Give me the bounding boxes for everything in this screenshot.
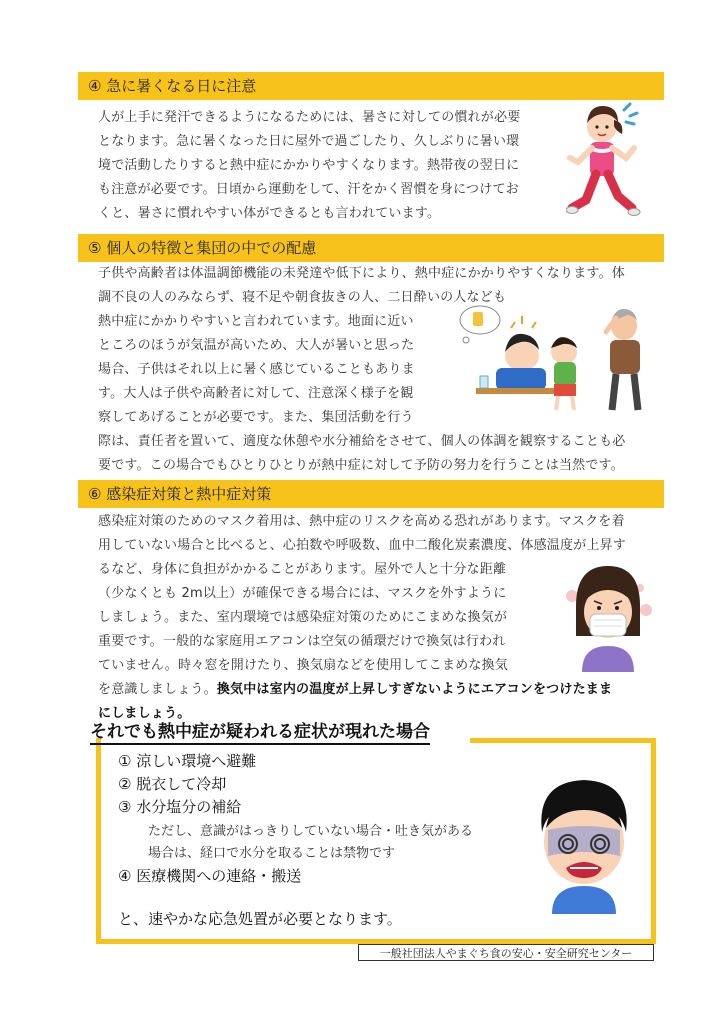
text-line: 感染症対策のためのマスク着用は、熱中症のリスクを高める恐れがあります。マスクを着	[98, 514, 625, 529]
text-line: 場合、子供はそれ以上に暑く感じていることもありま	[98, 362, 415, 377]
text-line: しましょう。また、室内環境では感染症対策のためにこまめな換気が	[98, 610, 508, 625]
section4-header: ④ 急に暑くなる日に注意	[78, 72, 664, 100]
section5-body-narrow	[98, 310, 415, 430]
section5-body-bottom	[98, 430, 625, 478]
text-bold: 換気中は室内の温度が上昇しすぎないようにエアコンをつけたまま	[216, 682, 613, 697]
section5-header: ⑤ 個人の特徴と集団の中での配慮	[78, 234, 664, 262]
text-line: 子供や高齢者は体温調節機能の未発達や低下により、熱中症にかかりやすくなります。体	[98, 266, 625, 281]
text-line: 用していない場合と比べると、心拍数や呼吸数、血中二酸化炭素濃度、体感温度が上昇す	[98, 538, 627, 553]
section4-body	[98, 106, 520, 226]
symptoms-closing: と、速やかな応急処置が必要となります。	[118, 910, 402, 928]
symptom-note-2: 場合は、経口で水分を取ることは禁物です	[148, 846, 396, 861]
text-line: 調不良の人のみならず、寝不足や朝食抜きの人、二日酔いの人なども	[98, 290, 507, 305]
text-line-mixed	[98, 678, 612, 702]
text-line: （少なくとも 2m以上）が確保できる場合には、マスクを外すように	[98, 586, 507, 601]
symptoms-title: それでも熱中症が疑われる症状が現れた場合	[90, 717, 430, 745]
text-line: ていません。時々窓を開けたり、換気扇などを使用してこまめな換気	[98, 658, 508, 673]
section6-body-top	[98, 510, 626, 558]
text-line: 重要です。一般的な家庭用エアコンは空気の循環だけで換気は行われ	[98, 634, 506, 649]
dizzy-boy-illustration	[528, 772, 640, 914]
text-line: 要です。この場合でもひとりひとりが熱中症に対して予防の努力を行うことは当然です。	[98, 458, 624, 473]
symptom-item-4: ④ 医療機関への連絡・搬送	[118, 867, 302, 885]
text-line: るなど、身体に負担がかかることがあります。屋外で人と十分な距離	[98, 562, 507, 577]
symptom-note-1: ただし、意識がはっきりしていない場合・吐き気がある	[148, 824, 474, 839]
text-line: す。大人は子供や高齢者に対して、注意深く様子を観	[98, 386, 414, 401]
masked-woman-illustration	[560, 562, 656, 672]
footer-organization: 一般社団法人やまぐち食の安心・安全研究センター	[358, 944, 654, 961]
text-line: 察してあげることが必要です。また、集団活動を行う	[98, 410, 414, 425]
running-woman-illustration	[566, 98, 648, 224]
symptom-item-3: ③ 水分塩分の補給	[118, 798, 242, 816]
text-line: 境で活動したりすると熱中症にかかりやすくなります。熱帯夜の翌日に	[98, 158, 520, 173]
text-line: 人が上手に発汗できるようになるためには、暑さに対しての慣れが必要	[98, 110, 521, 125]
text-line: 熱中症にかかりやすいと言われています。地面に近い	[98, 314, 414, 329]
text-line: くと、暑さに慣れやすい体ができるとも言われています。	[98, 206, 441, 221]
symptom-item-2: ② 脱衣して冷却	[118, 775, 227, 793]
section6-body-narrow	[98, 558, 508, 678]
text-normal: を意識しましょう。	[98, 682, 217, 697]
text-line: 際は、責任者を置いて、適度な休憩や水分補給をさせて、個人の体調を観察することも必	[98, 434, 626, 449]
section6-header: ⑥ 感染症対策と熱中症対策	[78, 480, 664, 508]
text-line: となります。急に暑くなった日に屋外で過ごしたり、久しぶりに暑い環	[98, 134, 520, 149]
text-line: も注意が必要です。日頃から運動をして、汗をかく習慣を身につけてお	[98, 182, 519, 197]
tired-people-illustration	[456, 302, 656, 418]
text-line: ところのほうが気温が高いため、大人が暑いと思った	[98, 338, 415, 353]
symptom-item-1: ① 涼しい環境へ避難	[118, 752, 257, 770]
text-line-bold: にしましょう。	[98, 706, 191, 721]
